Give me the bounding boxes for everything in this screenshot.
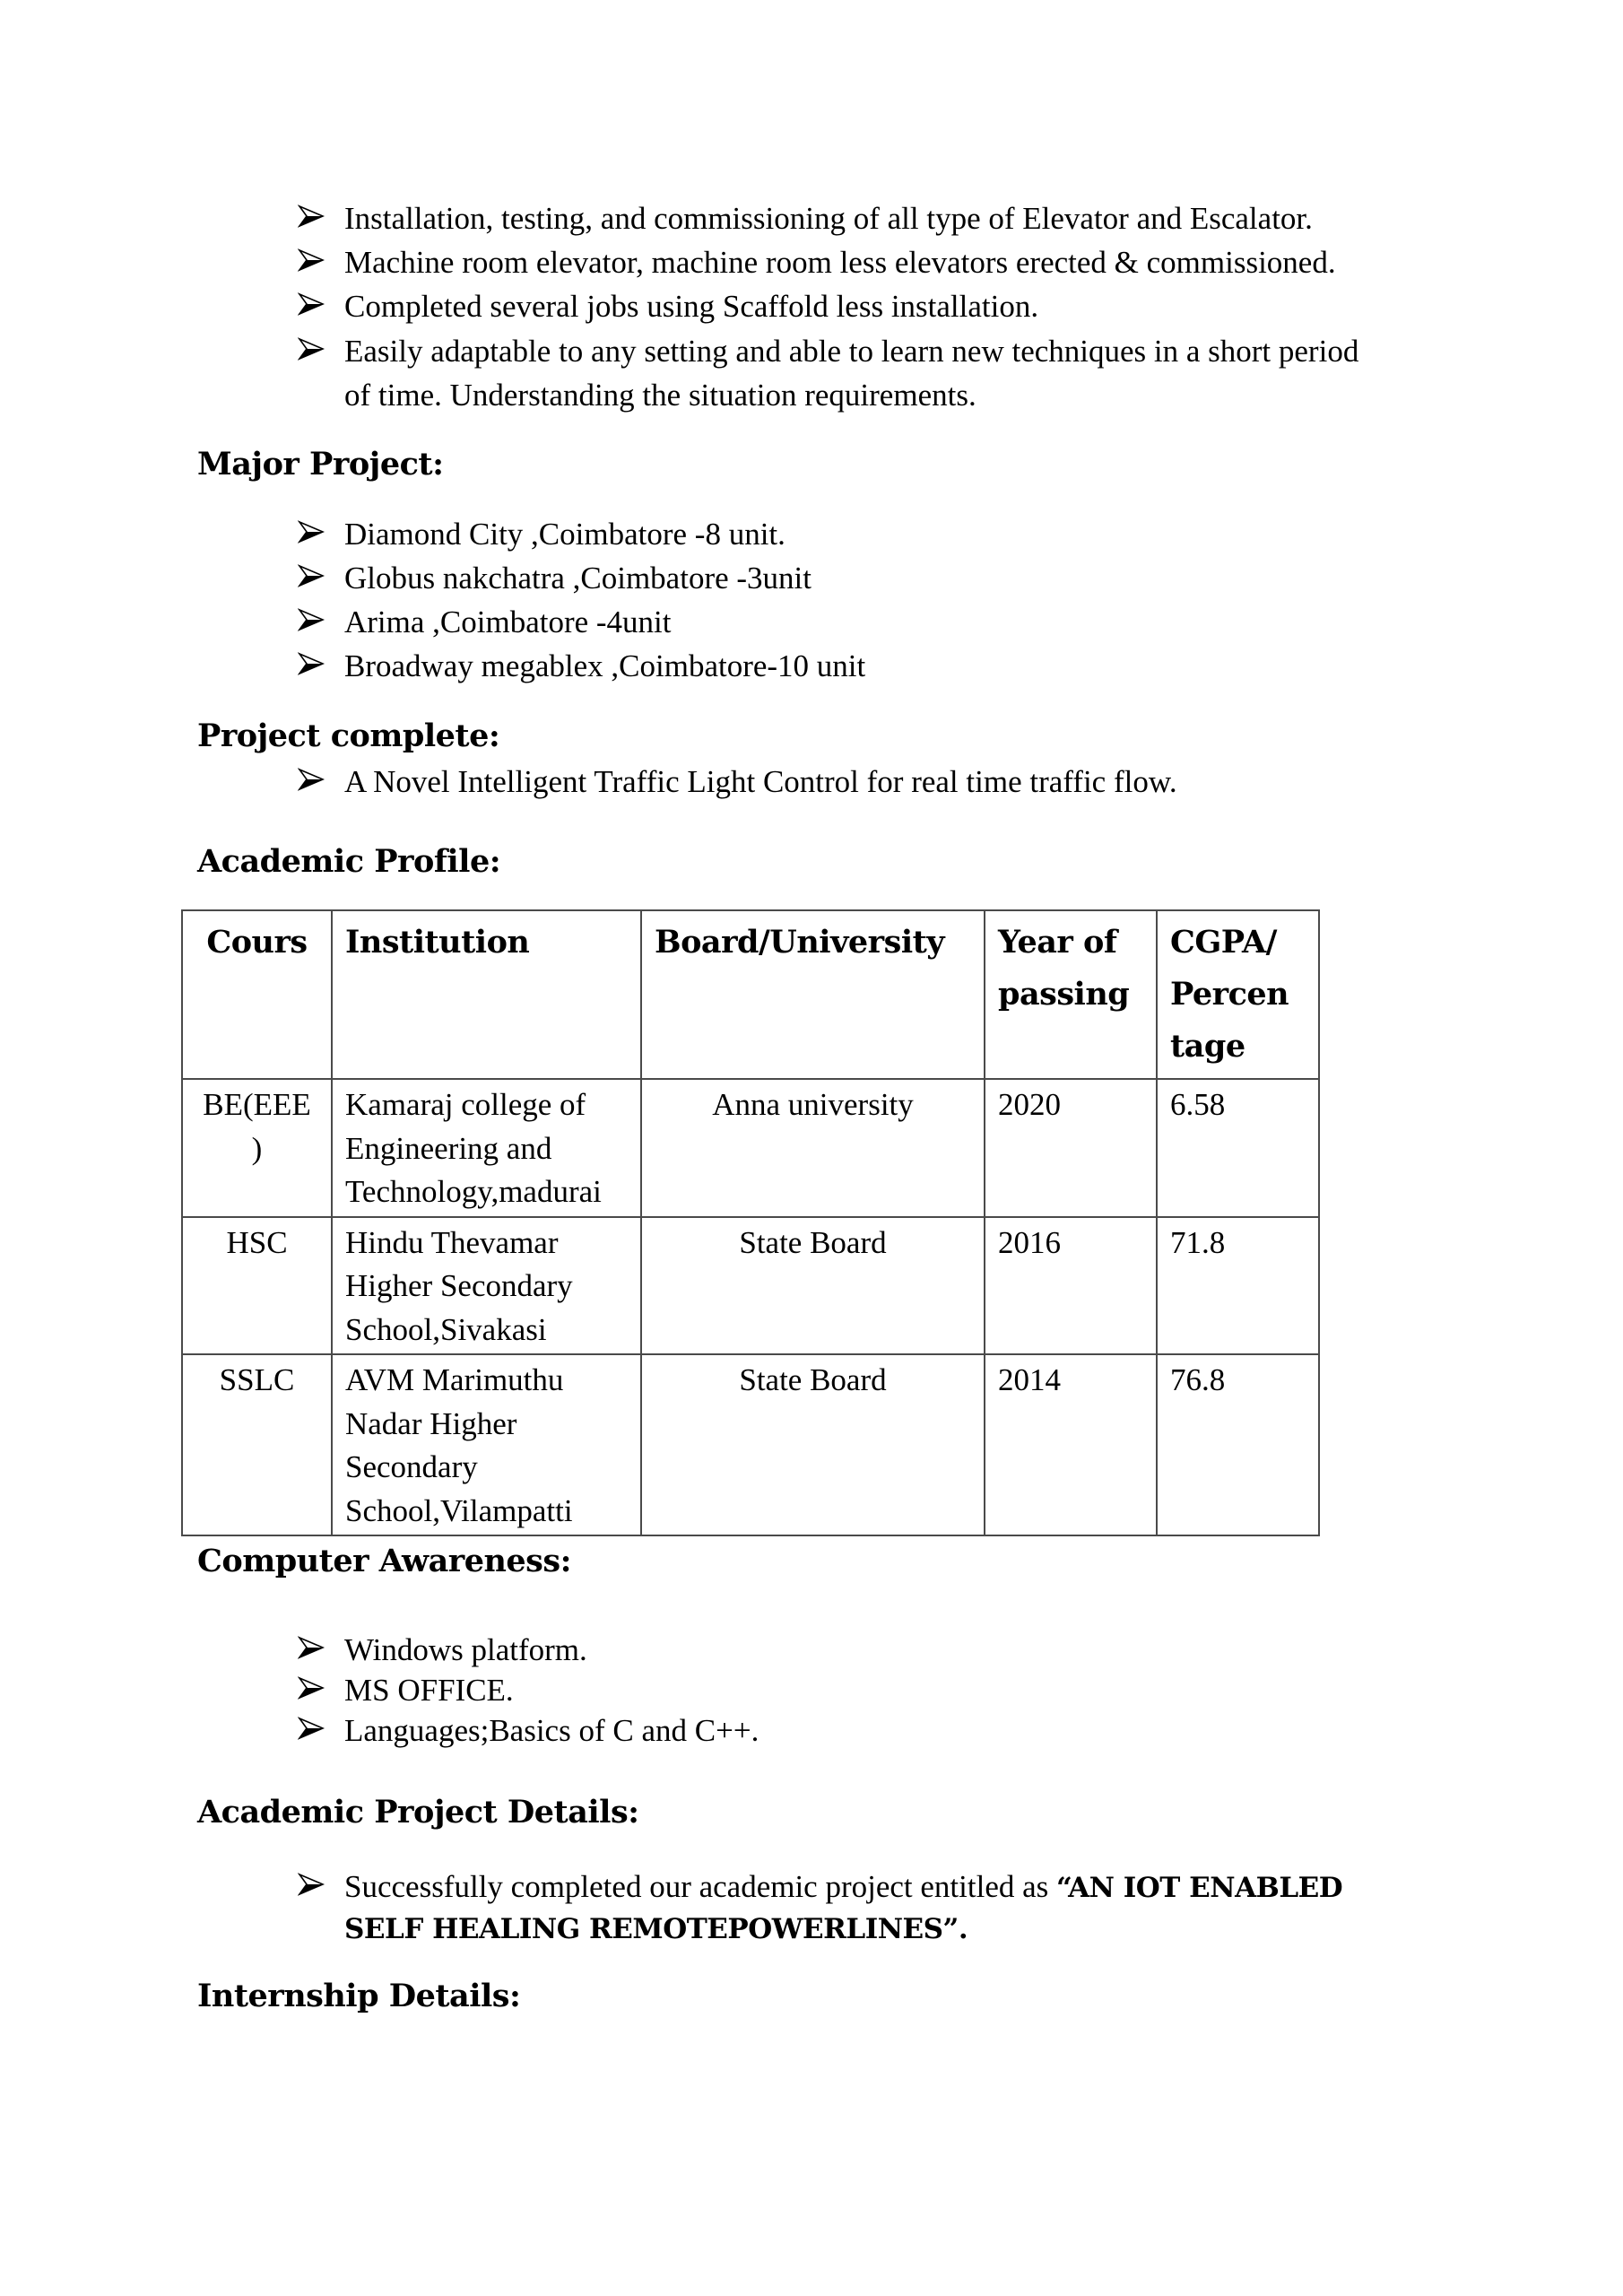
arrow-bullet-icon bbox=[298, 768, 325, 791]
cell-board: Anna university bbox=[641, 1079, 985, 1217]
section-heading-computer-awareness: Computer Awareness: bbox=[197, 1543, 572, 1579]
arrow-bullet-icon bbox=[298, 204, 325, 228]
cell-score: 71.8 bbox=[1157, 1217, 1319, 1355]
academic-project-description bbox=[344, 1871, 1342, 1902]
cell-year: 2016 bbox=[985, 1217, 1157, 1355]
arrow-bullet-icon bbox=[298, 1676, 325, 1700]
list-item: Globus nakchatra ,Coimbatore -3unit bbox=[344, 561, 812, 596]
list-item: Diamond City ,Coimbatore -8 unit. bbox=[344, 517, 785, 552]
cell-board: State Board bbox=[641, 1217, 985, 1355]
column-header-score: CGPA/ Percen tage bbox=[1157, 910, 1319, 1079]
column-header-course: Cours bbox=[182, 910, 332, 1079]
cell-score: 76.8 bbox=[1157, 1354, 1319, 1535]
arrow-bullet-icon bbox=[298, 337, 325, 361]
section-heading-academic-profile: Academic Profile: bbox=[197, 843, 501, 880]
list-item-continuation: of time. Understanding the situation requirements. bbox=[344, 378, 976, 413]
cell-board: State Board bbox=[641, 1354, 985, 1535]
arrow-bullet-icon bbox=[298, 1636, 325, 1659]
arrow-bullet-icon bbox=[298, 1717, 325, 1740]
project-title-line-1: “AN IOT ENABLED bbox=[1056, 1872, 1343, 1904]
academic-profile-table bbox=[181, 909, 1320, 1536]
list-item: Completed several jobs using Scaffold less installation. bbox=[344, 289, 1039, 324]
list-item: Windows platform. bbox=[344, 1632, 587, 1667]
cell-institution: AVM Marimuthu Nadar Higher Secondary School,Vilampatti bbox=[332, 1354, 641, 1535]
project-description-text: Successfully completed our academic project entitled as bbox=[344, 1869, 1057, 1904]
list-item: Easily adaptable to any setting and able to learn new techniques in a short period bbox=[344, 334, 1359, 369]
column-header-board: Board/University bbox=[641, 910, 985, 1079]
cell-course: SSLC bbox=[182, 1354, 332, 1535]
section-heading-internship-details: Internship Details: bbox=[197, 1978, 521, 2014]
table-row bbox=[182, 1217, 1319, 1355]
arrow-bullet-icon bbox=[298, 1873, 325, 1896]
cell-institution: Kamaraj college of Engineering and Technology,madurai bbox=[332, 1079, 641, 1217]
arrow-bullet-icon bbox=[298, 652, 325, 675]
arrow-bullet-icon bbox=[298, 248, 325, 272]
list-item: Languages;Basics of C and C++. bbox=[344, 1713, 759, 1748]
cell-year: 2014 bbox=[985, 1354, 1157, 1535]
cell-year: 2020 bbox=[985, 1079, 1157, 1217]
table-row bbox=[182, 1354, 1319, 1535]
cell-institution: Hindu Thevamar Higher Secondary School,Sivakasi bbox=[332, 1217, 641, 1355]
table-row bbox=[182, 1079, 1319, 1217]
arrow-bullet-icon bbox=[298, 608, 325, 631]
column-header-institution: Institution bbox=[332, 910, 641, 1079]
list-item: Machine room elevator, machine room less elevators erected & commissioned. bbox=[344, 245, 1336, 280]
arrow-bullet-icon bbox=[298, 292, 325, 316]
list-item: MS OFFICE. bbox=[344, 1673, 514, 1708]
list-item: Broadway megablex ,Coimbatore-10 unit bbox=[344, 648, 866, 683]
section-heading-project-complete: Project complete: bbox=[197, 718, 500, 754]
table-header-row bbox=[182, 910, 1319, 1079]
cell-score: 6.58 bbox=[1157, 1079, 1319, 1217]
cell-course: BE(EEE ) bbox=[182, 1079, 332, 1217]
section-heading-academic-project-details: Academic Project Details: bbox=[197, 1794, 639, 1831]
section-heading-major-project: Major Project: bbox=[197, 446, 444, 483]
arrow-bullet-icon bbox=[298, 564, 325, 587]
list-item: Installation, testing, and commissioning of all type of Elevator and Escalator. bbox=[344, 201, 1313, 236]
list-item: Arima ,Coimbatore -4unit bbox=[344, 604, 672, 639]
column-header-year: Year of passing bbox=[985, 910, 1157, 1079]
project-title-line-2: SELF HEALING REMOTEPOWERLINES”. bbox=[344, 1913, 968, 1945]
arrow-bullet-icon bbox=[298, 520, 325, 544]
cell-course: HSC bbox=[182, 1217, 332, 1355]
list-item: A Novel Intelligent Traffic Light Control for real time traffic flow. bbox=[344, 764, 1177, 799]
